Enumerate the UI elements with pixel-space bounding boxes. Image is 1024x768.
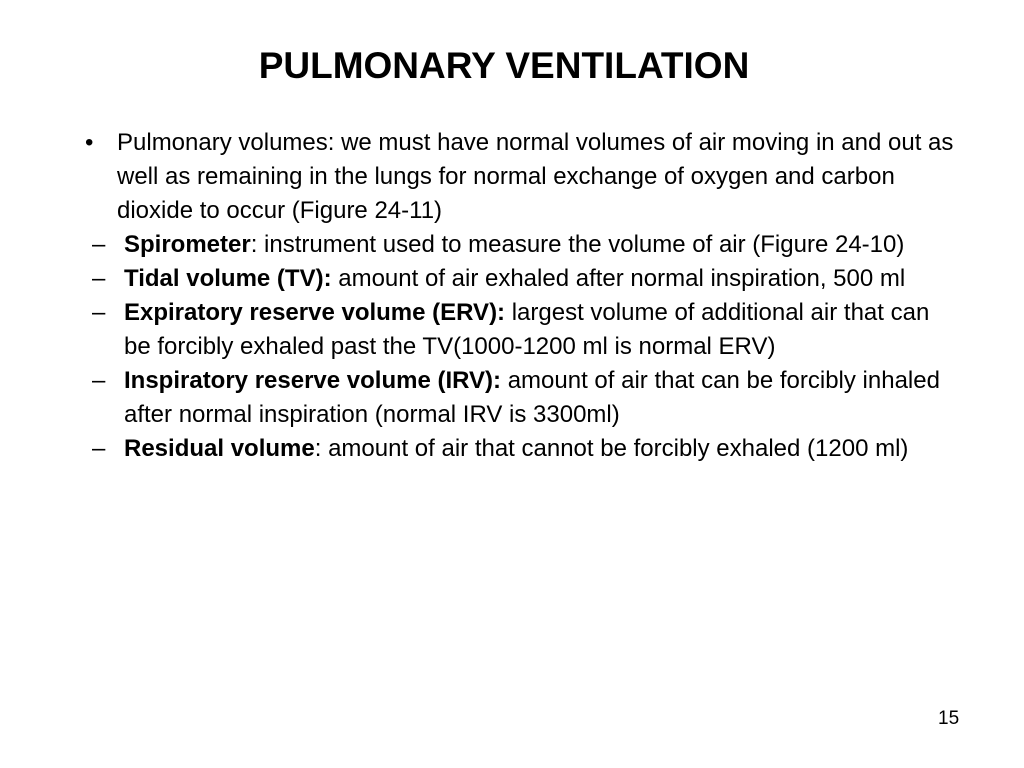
dash-marker: –: [92, 231, 106, 258]
definition-irv: amount of air that can be forcibly inhaled after normal inspiration (normal IRV is 3300ml): [124, 367, 940, 428]
term-irv: Inspiratory reserve volume (IRV):: [124, 367, 502, 394]
term-spirometer: Spirometer: [124, 231, 251, 258]
bullet-text: Pulmonary volumes: we must have normal volumes of air moving in and out as well as remaining in the lungs for normal exchange of oxygen and carbon dioxide to occur (Figure 24-11): [117, 129, 954, 224]
bullet-pulmonary-volumes: [78, 126, 958, 228]
bullet-marker: •: [85, 129, 94, 156]
definition-erv: largest volume of additional air that can be forcibly exhaled past the TV(1000-1200 ml is normal ERV): [124, 299, 930, 360]
sub-item-spirometer: [78, 228, 958, 262]
dash-marker: –: [92, 299, 106, 326]
dash-marker: –: [92, 367, 106, 394]
sub-item-erv: [78, 296, 958, 364]
definition-spirometer: : instrument used to measure the volume of air (Figure 24-10): [250, 231, 905, 258]
term-erv: Expiratory reserve volume (ERV):: [124, 299, 506, 326]
slide-title: PULMONARY VENTILATION: [258, 45, 750, 86]
sub-item-residual-volume: [78, 432, 958, 466]
sub-item-tidal-volume: [78, 262, 958, 296]
slide-content: [78, 126, 958, 466]
definition-residual-volume: : amount of air that cannot be forcibly exhaled (1200 ml): [314, 435, 909, 462]
dash-marker: –: [92, 265, 106, 292]
page-number: 15: [938, 708, 960, 729]
term-residual-volume: Residual volume: [124, 435, 315, 462]
dash-marker: –: [92, 435, 106, 462]
sub-list: [78, 228, 958, 466]
definition-tidal-volume: amount of air exhaled after normal inspiration, 500 ml: [331, 265, 906, 292]
term-tidal-volume: Tidal volume (TV):: [124, 265, 332, 292]
sub-item-irv: [78, 364, 958, 432]
